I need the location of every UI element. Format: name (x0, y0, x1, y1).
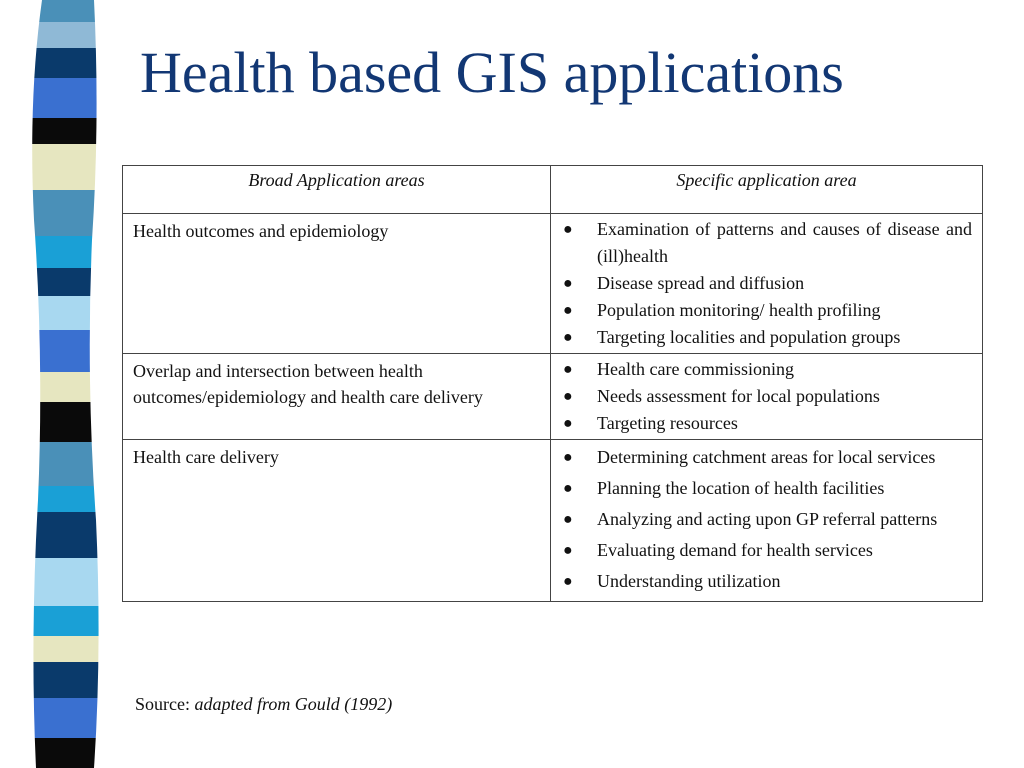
specific-area-cell (551, 440, 983, 602)
bullet-icon: ● (563, 275, 573, 292)
list-item (561, 410, 972, 437)
specific-area-list (561, 444, 972, 595)
bullet-icon: ● (563, 480, 573, 497)
bullet-icon: ● (563, 388, 573, 405)
table-row (123, 440, 983, 602)
list-item (561, 475, 972, 502)
decorative-stripe-bar (28, 0, 104, 768)
specific-area-cell (551, 214, 983, 354)
bullet-icon: ● (563, 415, 573, 432)
list-item (561, 537, 972, 564)
list-item (561, 270, 972, 297)
broad-area-cell: Health care delivery (123, 440, 551, 602)
specific-area-list (561, 356, 972, 437)
list-item-text: Planning the location of health facilities (597, 478, 885, 498)
list-item (561, 324, 972, 351)
broad-area-cell: Health outcomes and epidemiology (123, 214, 551, 354)
list-item (561, 444, 972, 471)
list-item-text: Evaluating demand for health services (597, 540, 873, 560)
source-citation (135, 694, 392, 715)
list-item (561, 356, 972, 383)
list-item-text: Determining catchment areas for local services (597, 447, 936, 467)
table-container (111, 150, 989, 602)
specific-area-list (561, 216, 972, 351)
specific-area-cell (551, 354, 983, 440)
bullet-icon: ● (563, 302, 573, 319)
table-row (123, 354, 983, 440)
list-item-text: Targeting resources (597, 413, 738, 433)
list-item (561, 506, 972, 533)
bullet-icon: ● (563, 361, 573, 378)
list-item-text: Understanding utilization (597, 571, 781, 591)
list-item-text: Population monitoring/ health profiling (597, 300, 881, 320)
list-item-text: Analyzing and acting upon GP referral patterns (597, 509, 938, 529)
broad-area-cell: Overlap and intersection between health outcomes/epidemiology and health care delivery (123, 354, 551, 440)
list-item (561, 297, 972, 324)
list-item (561, 383, 972, 410)
table-header-row (123, 166, 983, 214)
source-text: adapted from Gould (1992) (194, 694, 393, 714)
list-item (561, 568, 972, 595)
source-label: Source: (135, 694, 190, 714)
list-item-text: Needs assessment for local populations (597, 386, 880, 406)
list-item-text: Health care commissioning (597, 359, 794, 379)
header-broad-areas: Broad Application areas (123, 166, 551, 214)
stripe-bar-graphic (28, 0, 104, 768)
list-item (561, 216, 972, 270)
applications-table (122, 165, 983, 602)
header-specific-areas: Specific application area (551, 166, 983, 214)
bullet-icon: ● (563, 449, 573, 466)
bullet-icon: ● (563, 221, 573, 238)
bullet-icon: ● (563, 511, 573, 528)
slide-title: Health based GIS applications (140, 40, 844, 105)
table-row (123, 214, 983, 354)
bullet-icon: ● (563, 329, 573, 346)
list-item-text: Examination of patterns and causes of disease and (ill)health (597, 219, 972, 266)
bullet-icon: ● (563, 542, 573, 559)
list-item-text: Disease spread and diffusion (597, 273, 805, 293)
list-item-text: Targeting localities and population groups (597, 327, 901, 347)
bullet-icon: ● (563, 573, 573, 590)
